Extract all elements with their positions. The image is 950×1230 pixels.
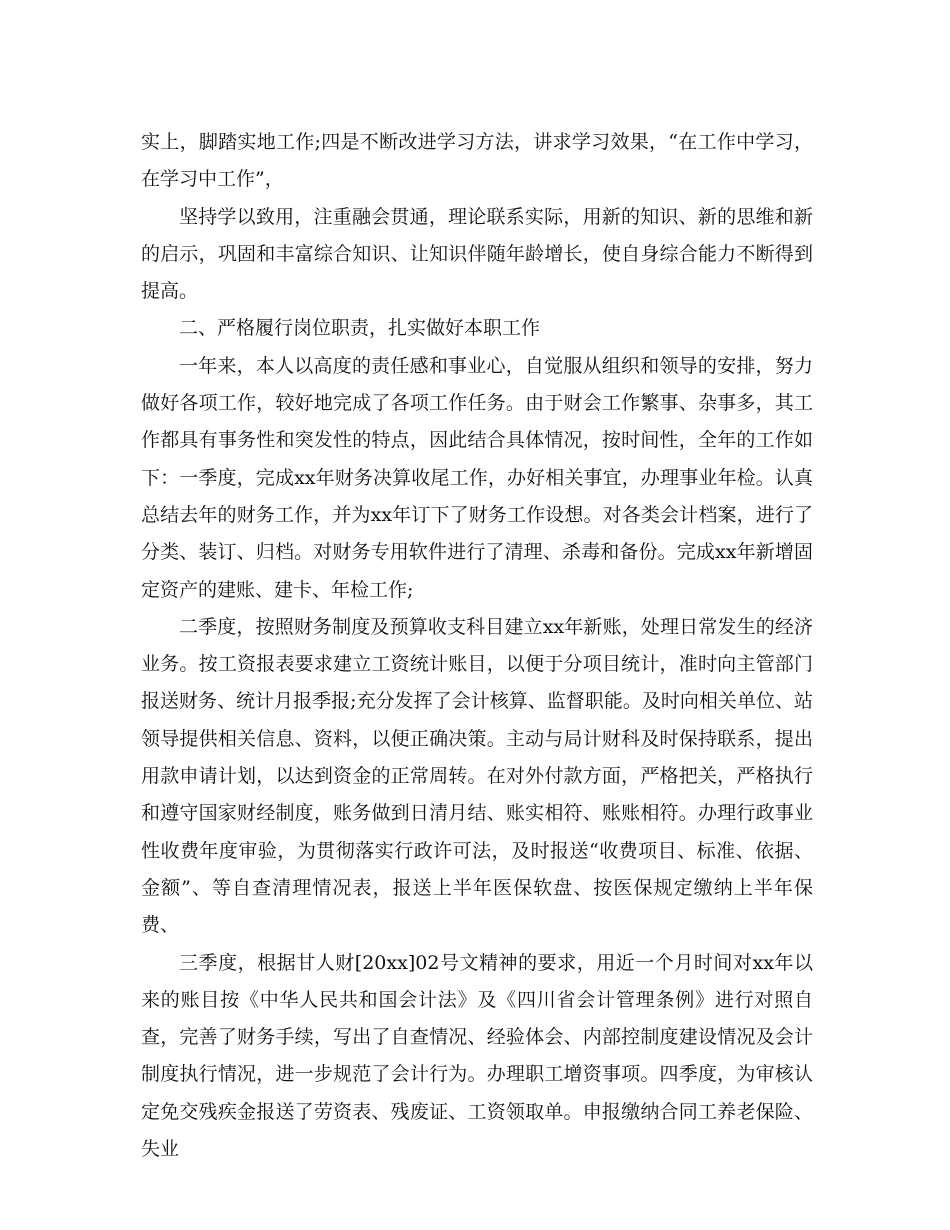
document-body bbox=[141, 124, 813, 1168]
paragraph-continuation: 实上，脚踏实地工作;四是不断改进学习方法，讲求学习效果，“在工作中学习，在学习中工作”， bbox=[141, 131, 813, 191]
paragraph-first-quarter: 一年来，本人以高度的责任感和事业心，自觉服从组织和领导的安排，努力做好各项工作，较好地完成了各项工作任务。由于财会工作繁事、杂事多，其工作都具有事务性和突发性的特点，因此结合具体情况，按时间性，全年的工作如下：一季度，完成xx年财务决算收尾工作，办好相关事宜，办理事业年检。认真总结去年的财务工作，并为xx年订下了财务工作设想。对各类会计档案，进行了分类、装订、归档。对财务专用软件进行了清理、杀毒和备份。完成xx年新增固定资产的建账、建卡、年检工作; bbox=[141, 354, 813, 601]
paragraph-second-quarter: 二季度，按照财务制度及预算收支科目建立xx年新账，处理日常发生的经济业务。按工资报表要求建立工资统计账目，以便于分项目统计，准时向主管部门报送财务、统计月报季报;充分发挥了会计核算、监督职能。及时向相关单位、站领导提供相关信息、资料，以便正确决策。主动与局计财科及时保持联系，提出用款申请计划，以达到资金的正常周转。在对外付款方面，严格把关，严格执行和遵守国家财经制度，账务做到日清月结、账实相符、账账相符。办理行政事业性收费年度审验，为贯彻落实行政许可法，及时报送“收费项目、标准、依据、金额”、等自查清理情况表，报送上半年医保软盘、按医保规定缴纳上半年保费、 bbox=[141, 615, 813, 937]
paragraph-apply-learning: 坚持学以致用，注重融会贯通，理论联系实际，用新的知识、新的思维和新的启示，巩固和丰富综合知识、让知识伴随年龄增长，使自身综合能力不断得到提高。 bbox=[141, 205, 813, 303]
paragraph-third-quarter: 三季度，根据甘人财[20xx]02号文精神的要求，用近一个月时间对xx年以来的账目按《中华人民共和国会计法》及《四川省会计管理条例》进行对照自查，完善了财务手续，写出了自查情况、经验体会、内部控制度建设情况及会计制度执行情况，进一步规范了会计行为。办理职工增资事项。四季度，为审核认定免交残疾金报送了劳资表、残废证、工资领取单。申报缴纳合同工养老保险、失业 bbox=[141, 951, 813, 1161]
section-heading-duties: 二、严格履行岗位职责，扎实做好本职工作 bbox=[179, 317, 541, 340]
